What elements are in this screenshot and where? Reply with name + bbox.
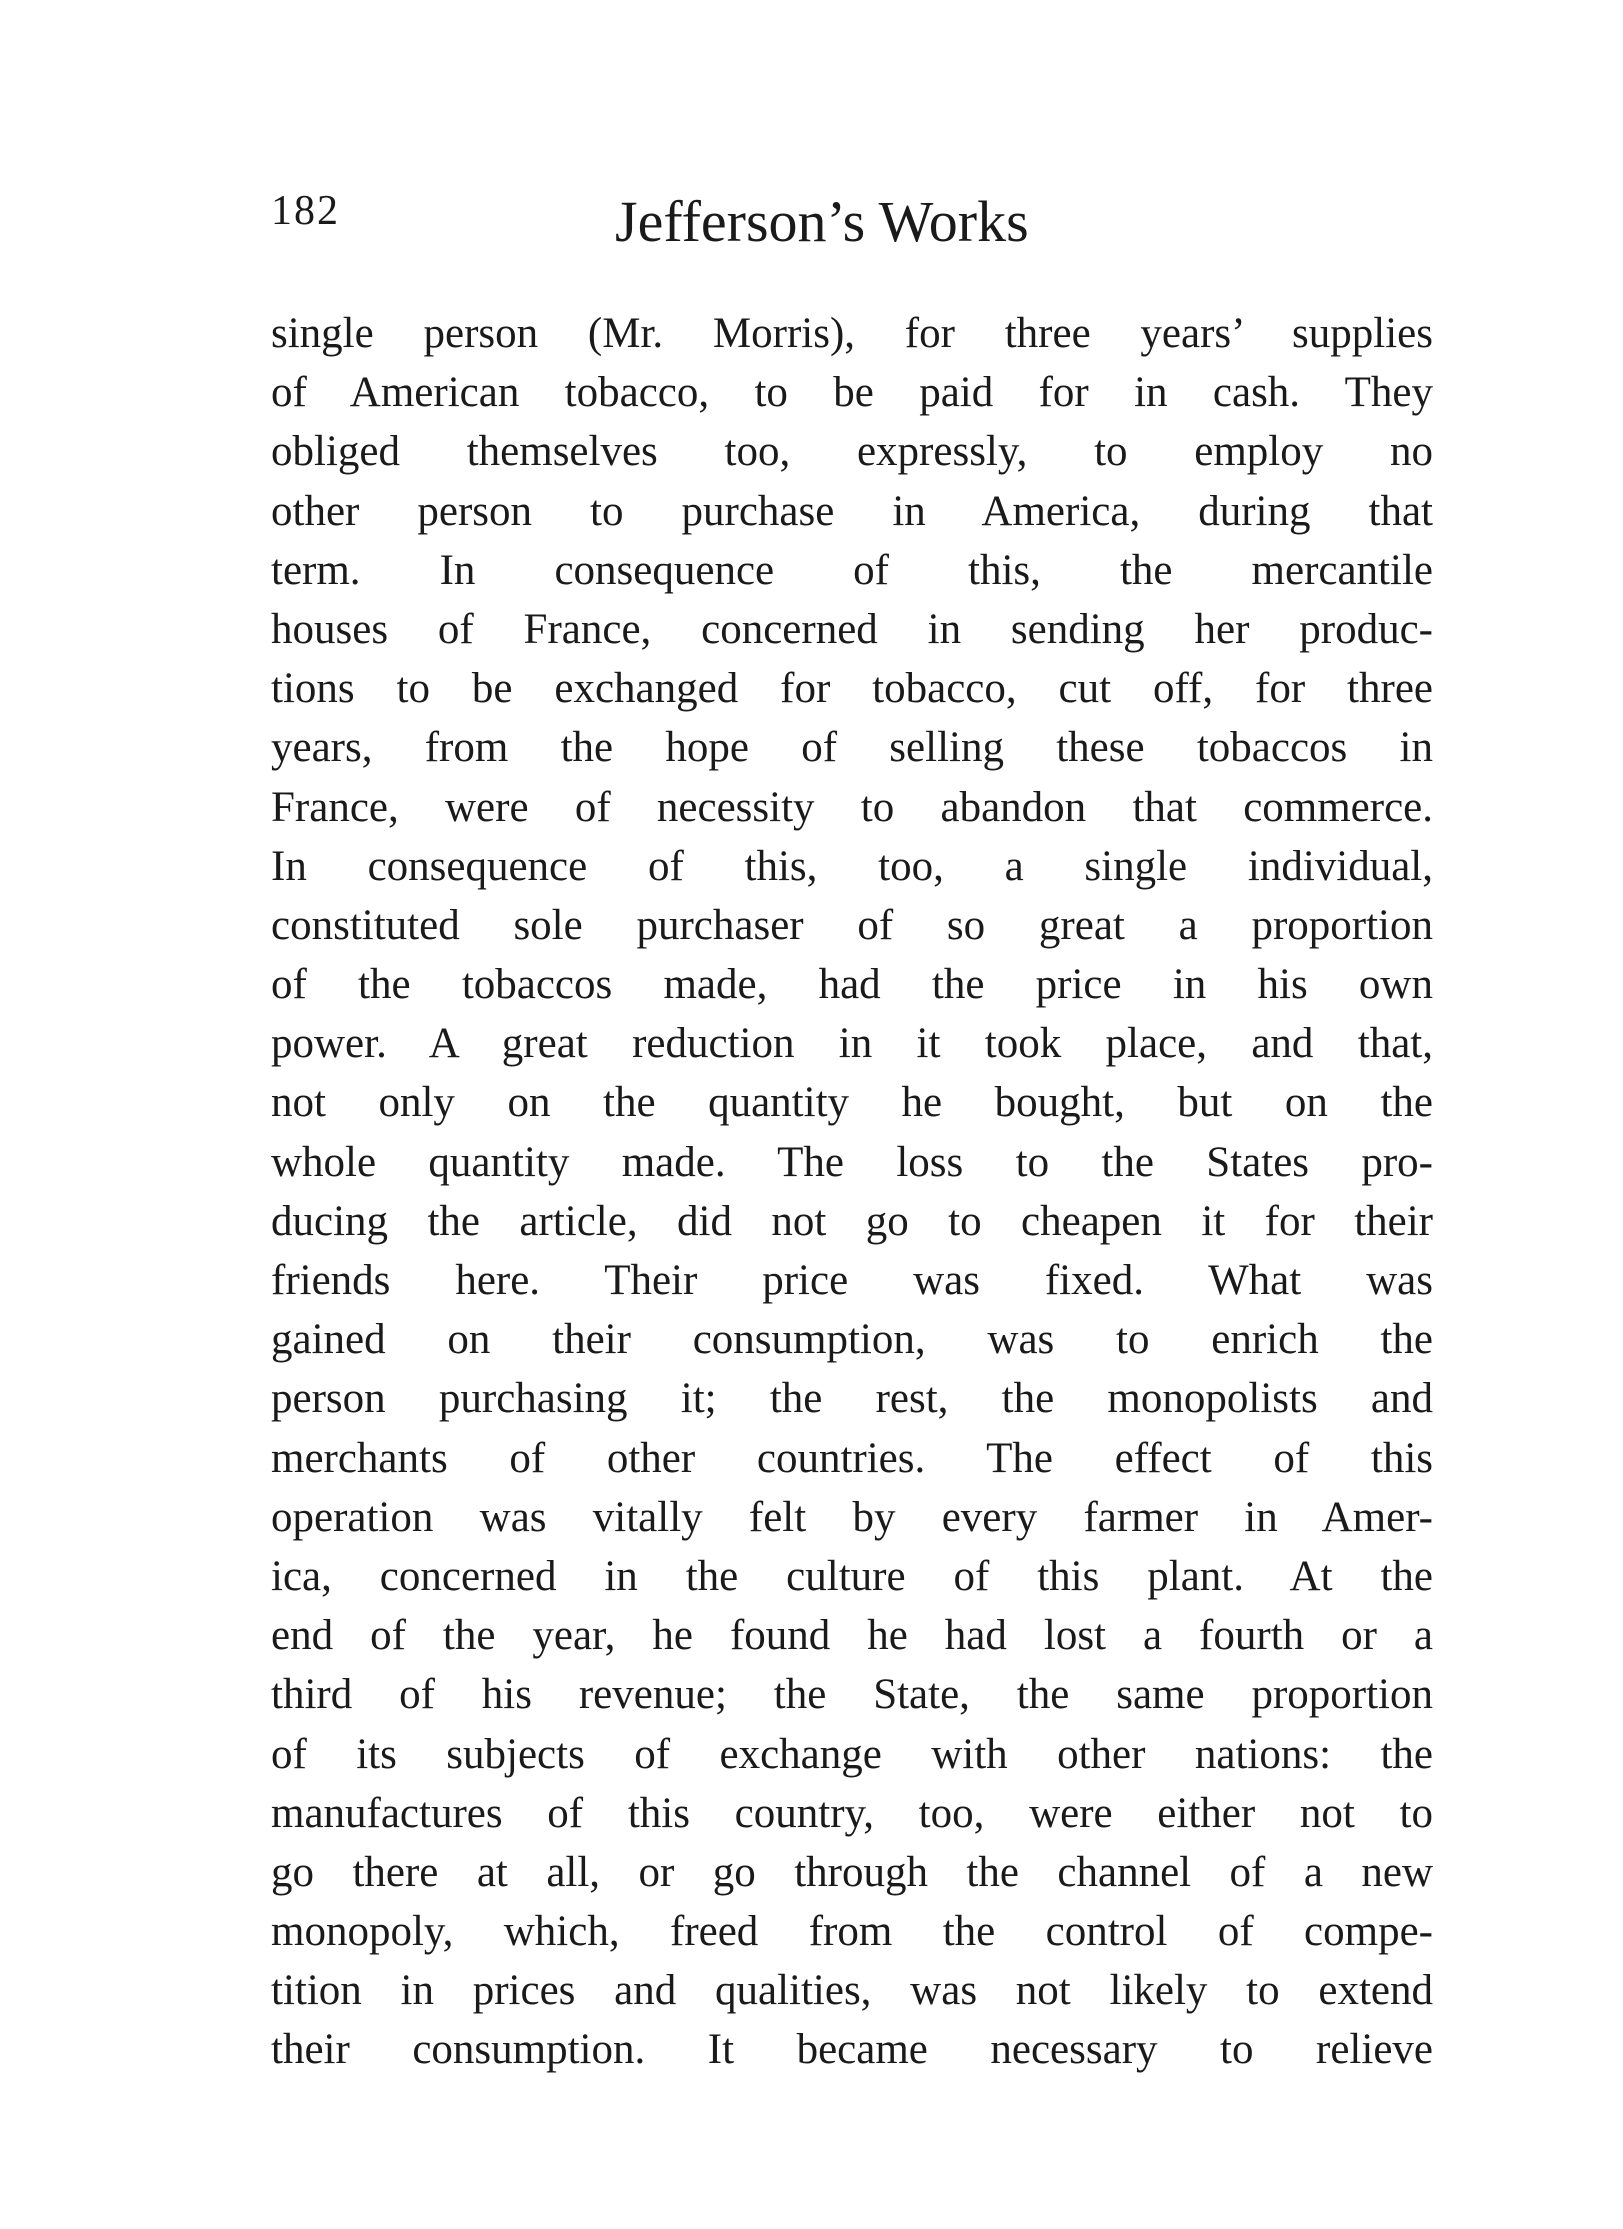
text-line: not only on the quantity he bought, but on the — [271, 1079, 1433, 1127]
text-line: monopoly, which, freed from the control of compe- — [271, 1908, 1433, 1956]
text-line: term. In consequence of this, the mercantile — [271, 546, 1433, 594]
text-line: third of his revenue; the State, the same proportion — [271, 1671, 1433, 1719]
text-line: friends here. Their price was fixed. What was — [271, 1257, 1433, 1304]
text-line: their consumption. It became necessary to relieve — [271, 2026, 1433, 2074]
text-line: single person (Mr. Morris), for three years’ supplies — [271, 310, 1433, 357]
text-line: of American tobacco, to be paid for in cash. They — [271, 369, 1433, 417]
text-line: of the tobaccos made, had the price in his own — [271, 961, 1433, 1009]
text-line: other person to purchase in America, during that — [271, 487, 1433, 535]
text-line: ducing the article, did not go to cheapen it for their — [271, 1197, 1433, 1245]
text-line: end of the year, he found he had lost a fourth or a — [271, 1612, 1433, 1660]
text-line: of its subjects of exchange with other nations: the — [271, 1730, 1433, 1778]
text-line: years, from the hope of selling these tobaccos in — [271, 724, 1433, 772]
text-line: constituted sole purchaser of so great a proportion — [271, 901, 1433, 949]
page-number: 182 — [271, 188, 340, 234]
text-line: France, were of necessity to abandon that commerce. — [271, 783, 1433, 831]
text-line: tition in prices and qualities, was not likely to extend — [271, 1967, 1433, 2015]
text-line: power. A great reduction in it took place, and that, — [271, 1020, 1433, 1068]
text-line: obliged themselves too, expressly, to employ no — [271, 428, 1433, 476]
running-head: Jefferson’s Works — [615, 189, 1029, 254]
text-line: In consequence of this, too, a single individual, — [271, 842, 1433, 890]
text-line: go there at all, or go through the channel of a new — [271, 1848, 1433, 1896]
text-line: whole quantity made. The loss to the States pro- — [271, 1138, 1433, 1186]
text-line: tions to be exchanged for tobacco, cut off, for three — [271, 665, 1433, 713]
body-text — [271, 304, 1433, 2080]
text-line: ica, concerned in the culture of this plant. At the — [271, 1552, 1433, 1600]
text-line: merchants of other countries. The effect of this — [271, 1434, 1433, 1482]
text-line: operation was vitally felt by every farmer in Amer- — [271, 1493, 1433, 1541]
text-line: person purchasing it; the rest, the monopolists and — [271, 1375, 1433, 1423]
text-line: manufactures of this country, too, were either not to — [271, 1789, 1433, 1837]
text-line: gained on their consumption, was to enrich the — [271, 1316, 1433, 1364]
text-line: houses of France, concerned in sending her produc- — [271, 605, 1433, 653]
